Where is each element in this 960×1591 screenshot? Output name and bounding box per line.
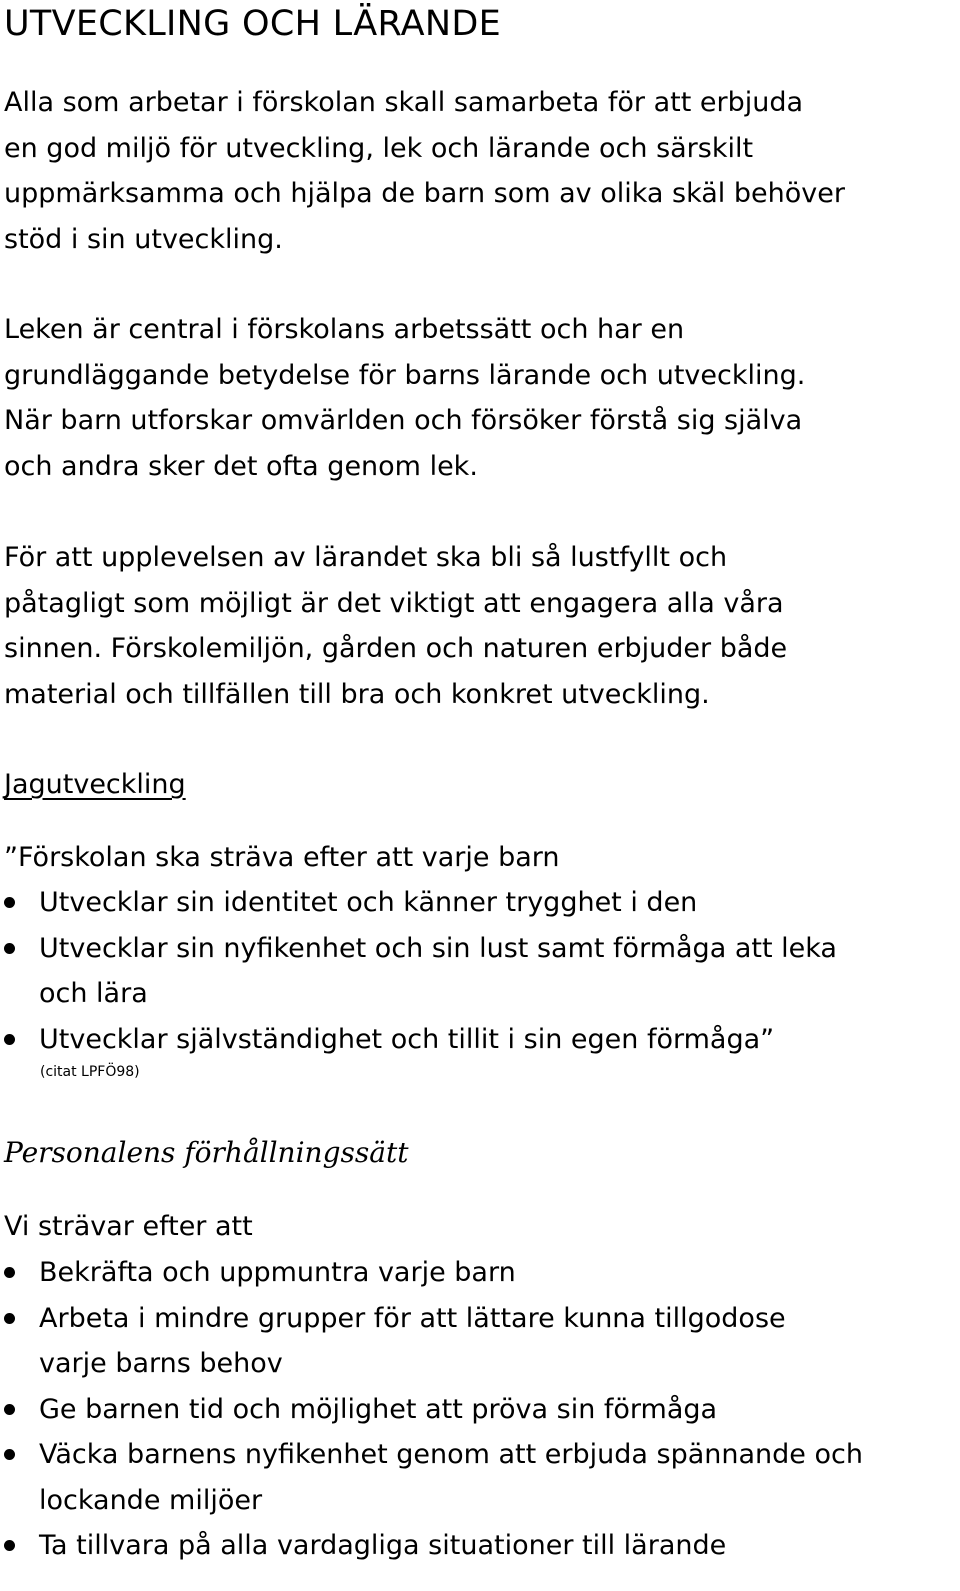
list-item <box>4 1432 954 1523</box>
list-item <box>4 926 954 1017</box>
list-item-line: Bekräfta och uppmuntra varje barn <box>39 1257 516 1288</box>
paragraph-line: grundläggande betydelse för barns lärande och utveckling. <box>4 359 806 391</box>
list-item-line: Arbeta i mindre grupper för att lättare kunna tillgodose <box>39 1302 786 1334</box>
bullet-icon <box>4 1449 15 1460</box>
bullet-icon <box>4 1313 15 1324</box>
list-item-line: Ta tillvara på alla vardagliga situationer till lärande <box>39 1530 727 1561</box>
bullet-icon <box>4 1034 15 1045</box>
list-item-line: Utvecklar sin nyfikenhet och sin lust samt förmåga att leka <box>39 932 837 964</box>
list-item-line: och lära <box>39 978 148 1009</box>
bullet-icon <box>4 1404 15 1415</box>
list-item-line: Ge barnen tid och möjlighet att pröva sin förmåga <box>39 1393 718 1425</box>
section-intro-personalens: Vi strävar efter att <box>4 1211 253 1242</box>
section-heading-personalens: Personalens förhållningssätt <box>4 1136 409 1169</box>
bullet-icon <box>4 897 15 908</box>
bullet-icon <box>4 1267 15 1278</box>
list-item-line: Väcka barnens nyfikenhet genom att erbjuda spännande och <box>39 1439 863 1470</box>
paragraph-line: en god miljö för utveckling, lek och lärande och särskilt <box>4 132 754 164</box>
paragraph-line: Alla som arbetar i förskolan skall samarbeta för att erbjuda <box>4 87 804 118</box>
bullet-list-personalens <box>4 1250 954 1569</box>
list-item <box>4 1017 954 1063</box>
paragraph-line: uppmärksamma och hjälpa de barn som av olika skäl behöver <box>4 178 845 209</box>
bullet-list-jagutveckling <box>4 880 954 1062</box>
page-title: UTVECKLING OCH LÄRANDE <box>4 4 502 44</box>
list-item <box>4 1296 954 1387</box>
list-item-line: varje barns behov <box>39 1348 283 1379</box>
list-item <box>4 1250 954 1296</box>
bullet-icon <box>4 943 15 954</box>
paragraph-line: När barn utforskar omvärlden och försöker förstå sig själva <box>4 405 803 436</box>
paragraph-line: påtagligt som möjligt är det viktigt att engagera alla våra <box>4 587 784 619</box>
paragraph-line: och andra sker det ofta genom lek. <box>4 450 478 482</box>
list-item <box>4 1523 954 1569</box>
list-item <box>4 1387 954 1433</box>
list-item <box>4 880 954 926</box>
list-item-line: Utvecklar självständighet och tillit i sin egen förmåga” <box>39 1023 775 1055</box>
paragraph-line: sinnen. Förskolemiljön, gården och naturen erbjuder både <box>4 633 788 664</box>
section-heading-jagutveckling: Jagutveckling <box>4 769 186 800</box>
list-item-line: lockande miljöer <box>39 1484 263 1516</box>
section-intro-jagutveckling: ”Förskolan ska sträva efter att varje barn <box>4 842 560 873</box>
list-item-line: Utvecklar sin identitet och känner trygghet i den <box>39 887 698 918</box>
paragraph-1 <box>4 80 954 262</box>
paragraph-2 <box>4 307 954 489</box>
paragraph-line: material och tillfällen till bra och konkret utveckling. <box>4 678 710 710</box>
citation: (citat LPFÖ98) <box>40 1064 140 1080</box>
paragraph-3 <box>4 535 954 717</box>
paragraph-line: stöd i sin utveckling. <box>4 223 283 255</box>
bullet-icon <box>4 1540 15 1551</box>
paragraph-line: För att upplevelsen av lärandet ska bli så lustfyllt och <box>4 542 728 573</box>
paragraph-line: Leken är central i förskolans arbetssätt och har en <box>4 314 685 345</box>
